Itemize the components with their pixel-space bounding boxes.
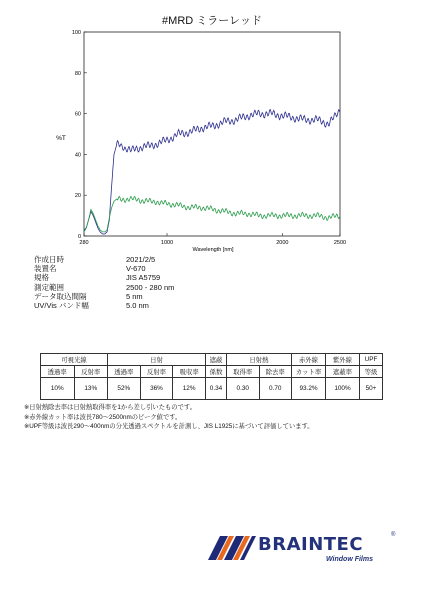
footnote: ※赤外線カット率は波長780～2500nmのピーク値です。 [24,413,182,421]
group-upf: UPF [360,354,383,366]
group-solar: 日射 [108,354,206,366]
group-infrared: 赤外線 [292,354,326,366]
chart-axes [72,30,346,246]
value-cell: 10% [41,378,75,400]
footnotes [24,403,314,432]
spec-label: 規格 [34,273,49,283]
sub-header: 除去率 [259,366,292,378]
x-axis-label: Wavelength [nm] [192,247,234,253]
group-ultraviolet: 紫外線 [326,354,360,366]
x-tick-label: 2000 [276,240,289,246]
spec-label: 作成日時 [34,255,64,264]
value-cell: 12% [173,378,206,400]
y-tick-label: 0 [77,234,81,240]
footnote: ※日射熱除去率は日射熱取得率を1から差し引いたものです。 [24,404,196,411]
spec-label: 測定範囲 [34,282,64,292]
sub-header: 反射率 [74,366,108,378]
page-title: #MRD ミラーレッド [162,15,262,27]
logo-name: BRAINTEC [258,534,364,555]
plot-frame [84,32,340,236]
sub-header: 取得率 [227,366,260,378]
value-cell: 0.30 [227,378,260,400]
sub-header: 透過率 [108,366,141,378]
spec-value: 2021/2/5 [126,255,156,264]
spec-label: UV/Vis バンド幅 [34,301,89,311]
group-visible-light: 可視光線 [41,354,108,366]
spec-row [34,292,174,301]
spec-row [34,264,174,273]
sub-header: 透過率 [41,366,75,378]
x-tick-label: 2500 [333,240,347,246]
sub-header: 遮蔽率 [326,366,360,378]
x-tick-label: 1000 [160,240,174,246]
y-tick-label: 60 [74,111,81,118]
x-tick-label: 280 [79,240,89,246]
transmittance-chart [0,22,424,262]
value-cell: 100% [326,378,360,400]
braintec-logo [208,530,398,570]
spec-row [34,283,174,292]
logo-tagline: Window Films [326,556,373,563]
value-cell: 52% [108,378,141,400]
spec-value: 2500 - 280 nm [126,282,175,292]
value-cell: 36% [140,378,173,400]
y-tick-label: 100 [71,30,81,36]
spec-value: 5 nm [126,291,143,301]
sub-header: 等級 [360,366,383,378]
spec-row [34,301,174,310]
logo-stripes-icon [208,530,256,566]
measurement-spec [34,255,174,310]
value-cell: 0.34 [206,378,227,400]
sub-header: カット率 [292,366,326,378]
spec-value: JIS A5759 [126,273,161,283]
y-tick-label: 40 [74,152,81,159]
value-cell: 50+ [360,378,383,400]
spec-label: 装置名 [34,264,57,274]
spec-value: V-670 [126,264,146,274]
chart-series [84,110,340,235]
performance-table [40,353,383,400]
sub-header: 吸収率 [173,366,206,378]
logo-registered: ® [391,532,396,538]
y-tick-label: 80 [74,70,81,77]
table-group-row [41,354,383,366]
spec-row [34,273,174,282]
value-cell: 93.2% [292,378,326,400]
table-value-row [41,378,383,400]
spec-row [34,255,174,264]
value-cell: 0.70 [259,378,292,400]
spec-value: 5.0 nm [126,301,149,311]
sub-header: 係数 [206,366,227,378]
sub-header: 反射率 [140,366,173,378]
footnote: ※UPF等級は波長290～400nmの分光透過スペクトルを計測し、JIS L1925に基づいて評価しています。 [24,423,314,430]
table-sub-row [41,366,383,378]
value-cell: 13% [74,378,108,400]
spec-label: データ取込間隔 [34,291,87,301]
series-line-2 [84,196,340,232]
y-tick-label: 20 [74,193,81,200]
group-shading: 遮蔽 [206,354,227,366]
y-axis-label: %T [56,135,66,142]
group-solar-heat: 日射熱 [227,354,292,366]
